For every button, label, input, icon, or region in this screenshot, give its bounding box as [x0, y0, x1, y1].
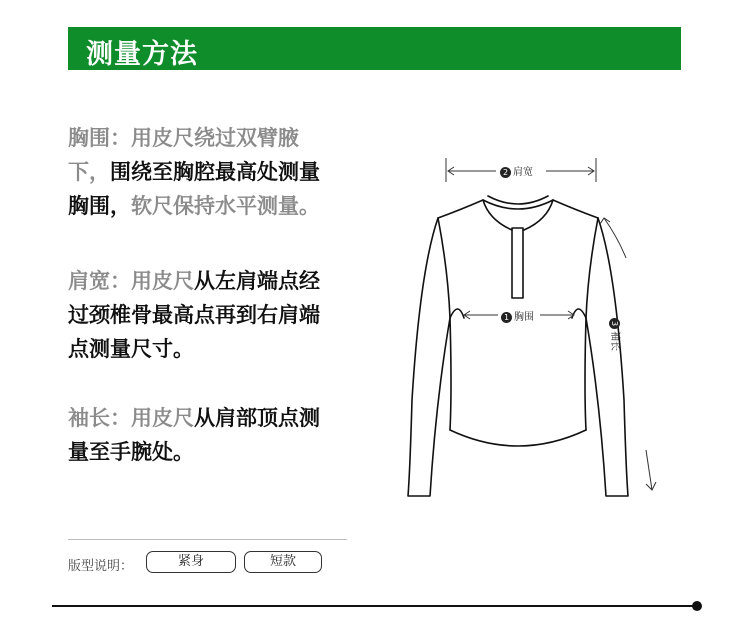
shoulder-text-run: 过颈椎骨最高点再到右肩端: [68, 303, 320, 327]
shirt-outline-drawing: [400, 150, 670, 510]
bust-text-run: 胸围，: [68, 194, 131, 218]
bust-text-run: 下，: [68, 160, 110, 184]
sleeve-length-label: [609, 318, 624, 352]
bust-line: [68, 155, 368, 189]
bust-text-run: 软尺保持水平测量。: [131, 194, 320, 218]
bust-text-run: 胸围：用皮尺绕过双臂腋: [68, 126, 299, 150]
header-title: 测量方法: [86, 39, 198, 70]
shoulder-text-run: 从左肩端点经: [194, 269, 320, 293]
shoulder-text-run: 点测量尺寸。: [68, 337, 194, 361]
sleeve-instructions: [68, 401, 368, 469]
shoulder-line: [68, 332, 368, 366]
shoulder-line: [68, 264, 368, 298]
shoulder-width-label: [500, 163, 533, 178]
bust-line: [68, 121, 368, 155]
sleeve-text-run: 量至手腕处。: [68, 440, 194, 464]
bust-label: [501, 308, 534, 323]
sleeve-text-run: 袖长：用皮尺: [68, 406, 194, 430]
bust-number-badge: 1: [501, 312, 512, 323]
shoulder-number-badge: 2: [500, 167, 511, 178]
bust-text-run: 围绕至胸腔最高处测量: [110, 160, 320, 184]
sleeve-text-run: 从肩部顶点测: [194, 406, 320, 430]
fit-tag-short: 短款: [244, 551, 322, 573]
shoulder-label-text: 肩宽: [513, 167, 533, 178]
shoulder-text-run: 肩宽：用皮尺: [68, 269, 194, 293]
bust-instructions: [68, 121, 368, 223]
sleeve-number-badge: 3: [610, 318, 621, 329]
section-header: [68, 27, 681, 70]
bust-line: [68, 189, 368, 223]
sleeve-line: [68, 435, 368, 469]
sleeve-line: [68, 401, 368, 435]
fit-description-label: 版型说明：: [68, 559, 134, 574]
garment-diagram: [400, 150, 670, 510]
bottom-rule-dot: [692, 601, 702, 611]
shoulder-instructions: [68, 264, 368, 366]
shoulder-line: [68, 298, 368, 332]
bust-label-text: 胸围: [514, 312, 534, 323]
divider: [68, 539, 347, 540]
bottom-rule: [52, 605, 694, 607]
sleeve-label-text: 袖长: [609, 331, 620, 351]
fit-tag-slim: 紧身: [146, 551, 236, 573]
